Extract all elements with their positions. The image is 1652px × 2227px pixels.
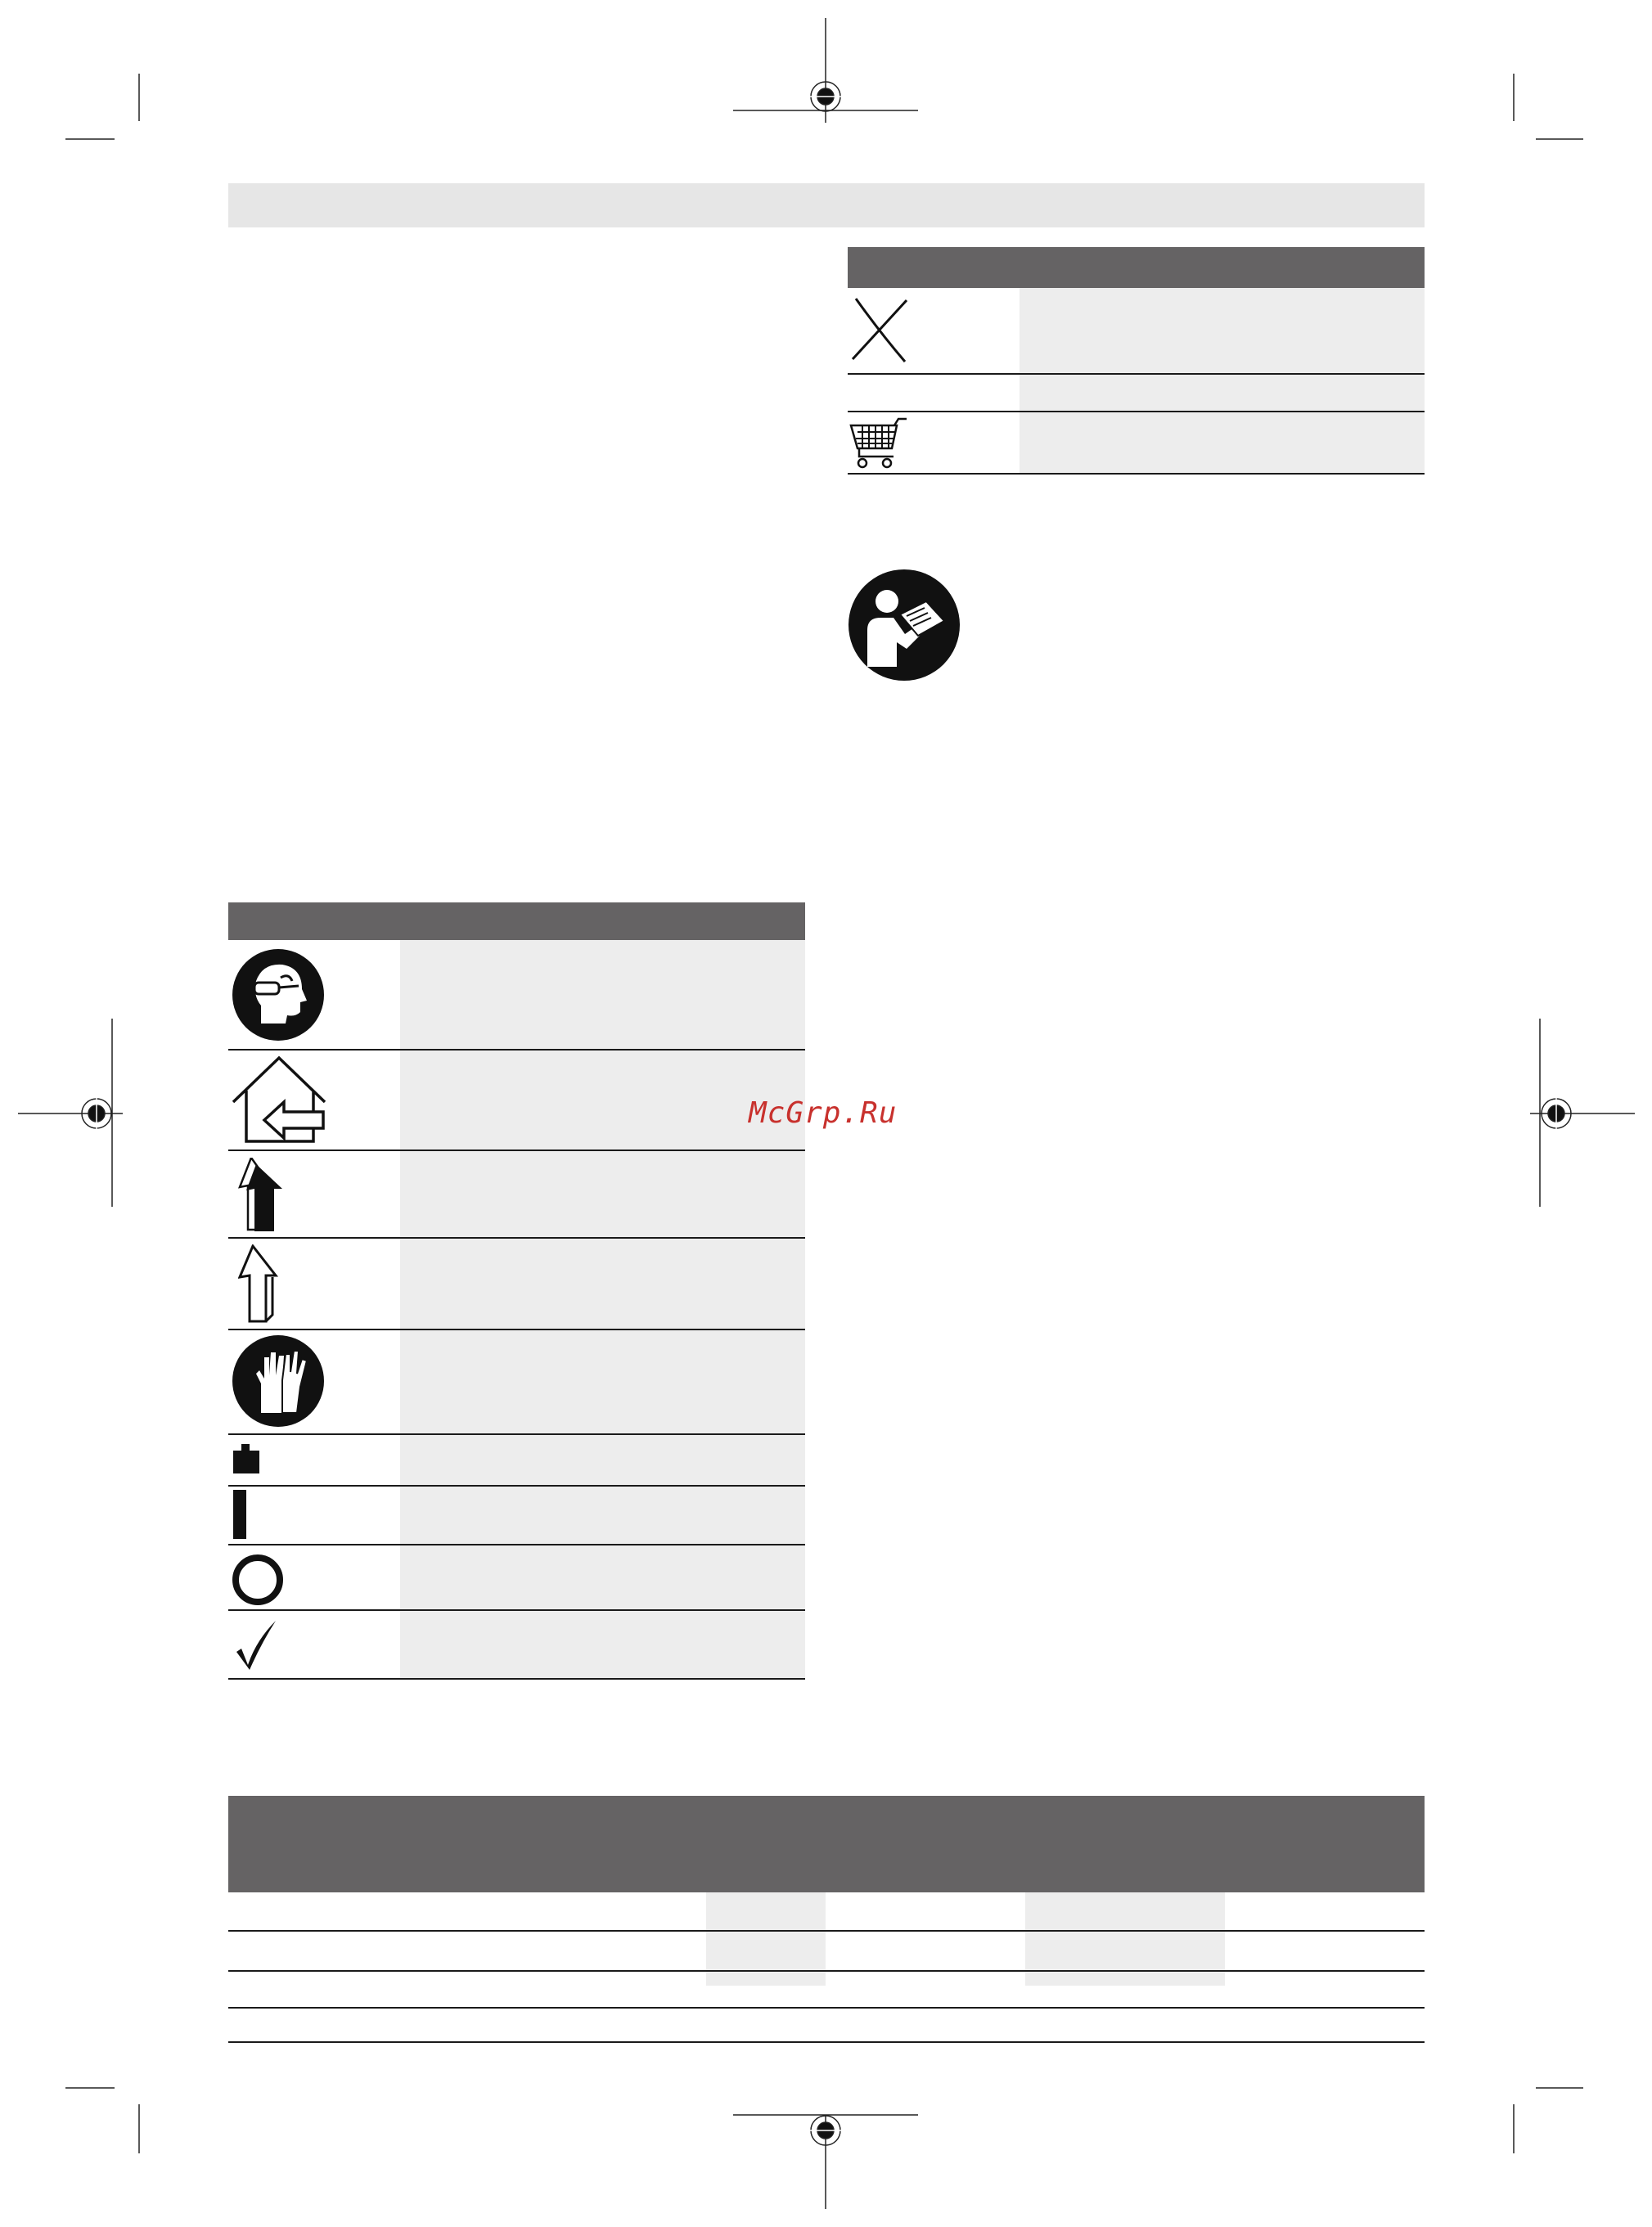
protective-gloves-icon xyxy=(232,1334,325,1428)
filled-arrow-up-icon xyxy=(238,1158,287,1233)
table-row xyxy=(400,1330,805,1433)
table-header xyxy=(848,247,1425,288)
table-row xyxy=(1020,412,1425,473)
table-row xyxy=(400,1611,805,1678)
outline-arrow-up-icon xyxy=(238,1244,287,1325)
top-right-table xyxy=(848,247,1425,473)
weight-icon xyxy=(232,1442,264,1475)
x-cross-icon xyxy=(848,292,913,366)
bottom-table xyxy=(228,1796,1425,2045)
safety-goggles-icon xyxy=(232,948,325,1042)
bar-icon xyxy=(232,1490,250,1541)
table-header xyxy=(228,902,805,940)
table-row xyxy=(400,1239,805,1329)
table-row xyxy=(400,1545,805,1609)
table-row xyxy=(1020,288,1425,373)
table-row xyxy=(400,940,805,1049)
table-header xyxy=(228,1796,1425,1892)
checkmark-icon xyxy=(233,1619,279,1671)
symbols-table xyxy=(228,902,805,1680)
page-header-band xyxy=(228,183,1425,227)
table-row xyxy=(400,1151,805,1237)
shopping-cart-icon xyxy=(849,416,908,470)
table-row xyxy=(400,1487,805,1544)
circle-icon xyxy=(232,1554,284,1606)
watermark: McGrp.Ru xyxy=(749,1096,898,1130)
table-row xyxy=(400,1051,805,1149)
table-row xyxy=(400,1435,805,1485)
read-manual-icon xyxy=(848,569,961,682)
table-row xyxy=(1020,375,1425,411)
indoor-use-icon xyxy=(232,1055,326,1145)
